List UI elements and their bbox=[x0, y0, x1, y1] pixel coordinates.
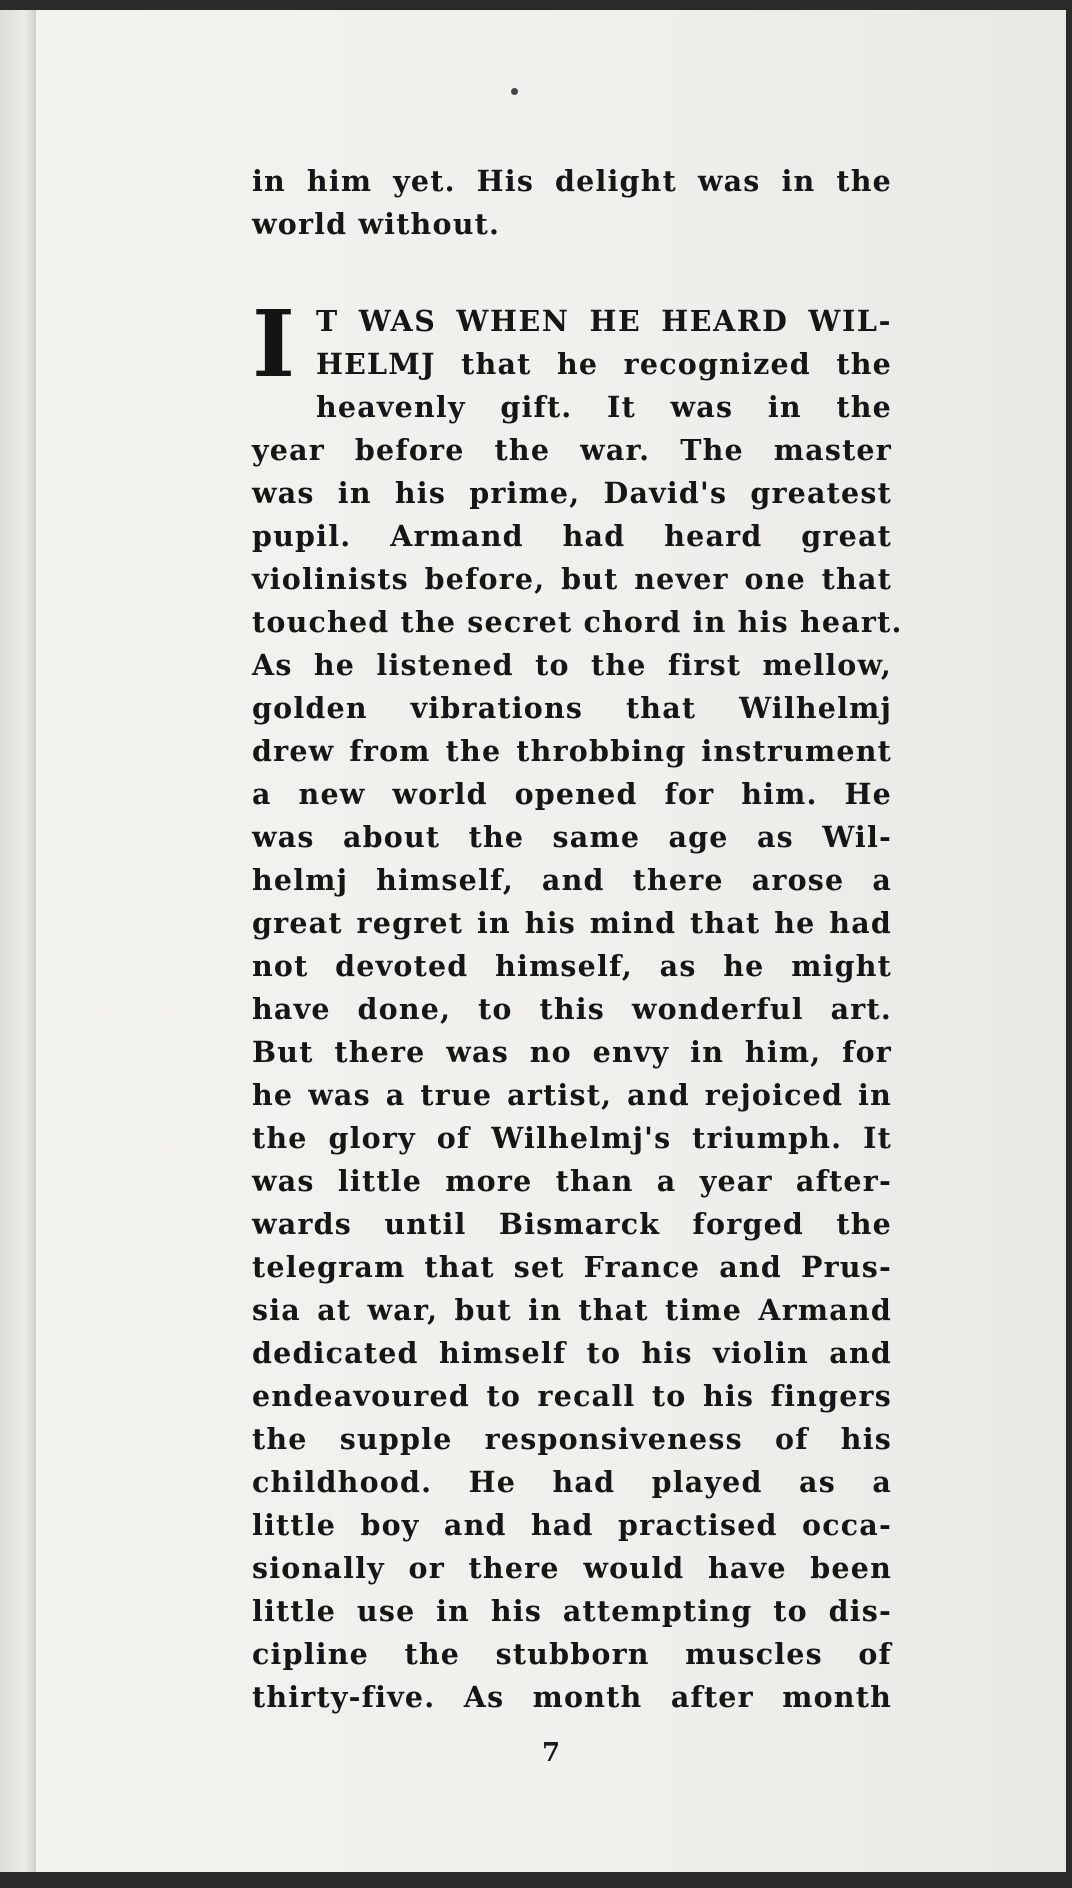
text-line: But there was no envy in him, for bbox=[252, 1035, 892, 1069]
text-line: was in his prime, David's greatest bbox=[252, 476, 892, 510]
page-edge bbox=[0, 10, 36, 1872]
text-line: little use in his attempting to dis- bbox=[252, 1594, 892, 1628]
paragraph-drop-cap bbox=[252, 290, 903, 1719]
text-line: was little more than a year after- bbox=[252, 1164, 892, 1198]
text-line: not devoted himself, as he might bbox=[252, 949, 892, 983]
text-line: violinists before, but never one that bbox=[252, 562, 892, 596]
text-line: a new world opened for him. He bbox=[252, 777, 892, 811]
text-line: HELMJ that he recognized the bbox=[316, 347, 892, 381]
text-line: endeavoured to recall to his fingers bbox=[252, 1379, 892, 1413]
text-line: As he listened to the first mellow, bbox=[252, 648, 892, 682]
book-page bbox=[36, 10, 1066, 1872]
text-line: sionally or there would have been bbox=[252, 1551, 892, 1585]
text-line: cipline the stubborn muscles of bbox=[252, 1637, 892, 1671]
paragraph-continuation bbox=[252, 160, 892, 246]
text-line: in him yet. His delight was in the bbox=[252, 164, 892, 198]
text-line: golden vibrations that Wilhelmj bbox=[252, 691, 892, 725]
text-line: helmj himself, and there arose a bbox=[252, 863, 892, 897]
text-line: he was a true artist, and rejoiced in bbox=[252, 1078, 892, 1112]
text-line: great regret in his mind that he had bbox=[252, 906, 892, 940]
text-line: telegram that set France and Prus- bbox=[252, 1250, 892, 1284]
text-line: the glory of Wilhelmj's triumph. It bbox=[252, 1121, 892, 1155]
text-line: little boy and had practised occa- bbox=[252, 1508, 892, 1542]
drop-cap-letter: I bbox=[252, 290, 297, 398]
page-number: 7 bbox=[541, 1738, 561, 1768]
page-mark bbox=[511, 88, 518, 95]
text-line: dedicated himself to his violin and bbox=[252, 1336, 892, 1370]
text-line: touched the secret chord in his heart. bbox=[252, 605, 903, 639]
text-line: drew from the throbbing instrument bbox=[252, 734, 892, 768]
text-line: wards until Bismarck forged the bbox=[252, 1207, 892, 1241]
text-line: the supple responsiveness of his bbox=[252, 1422, 892, 1456]
text-line: was about the same age as Wil- bbox=[252, 820, 892, 854]
text-line: world without. bbox=[252, 207, 501, 241]
text-line: T WAS WHEN HE HEARD WIL- bbox=[316, 304, 892, 338]
text-line: year before the war. The master bbox=[252, 433, 892, 467]
text-line: have done, to this wonderful art. bbox=[252, 992, 892, 1026]
text-line: thirty-five. As month after month bbox=[252, 1680, 892, 1714]
text-line: heavenly gift. It was in the bbox=[316, 390, 892, 424]
text-line: pupil. Armand had heard great bbox=[252, 519, 892, 553]
body-text bbox=[252, 160, 903, 1719]
text-line: childhood. He had played as a bbox=[252, 1465, 892, 1499]
text-line: sia at war, but in that time Armand bbox=[252, 1293, 892, 1327]
